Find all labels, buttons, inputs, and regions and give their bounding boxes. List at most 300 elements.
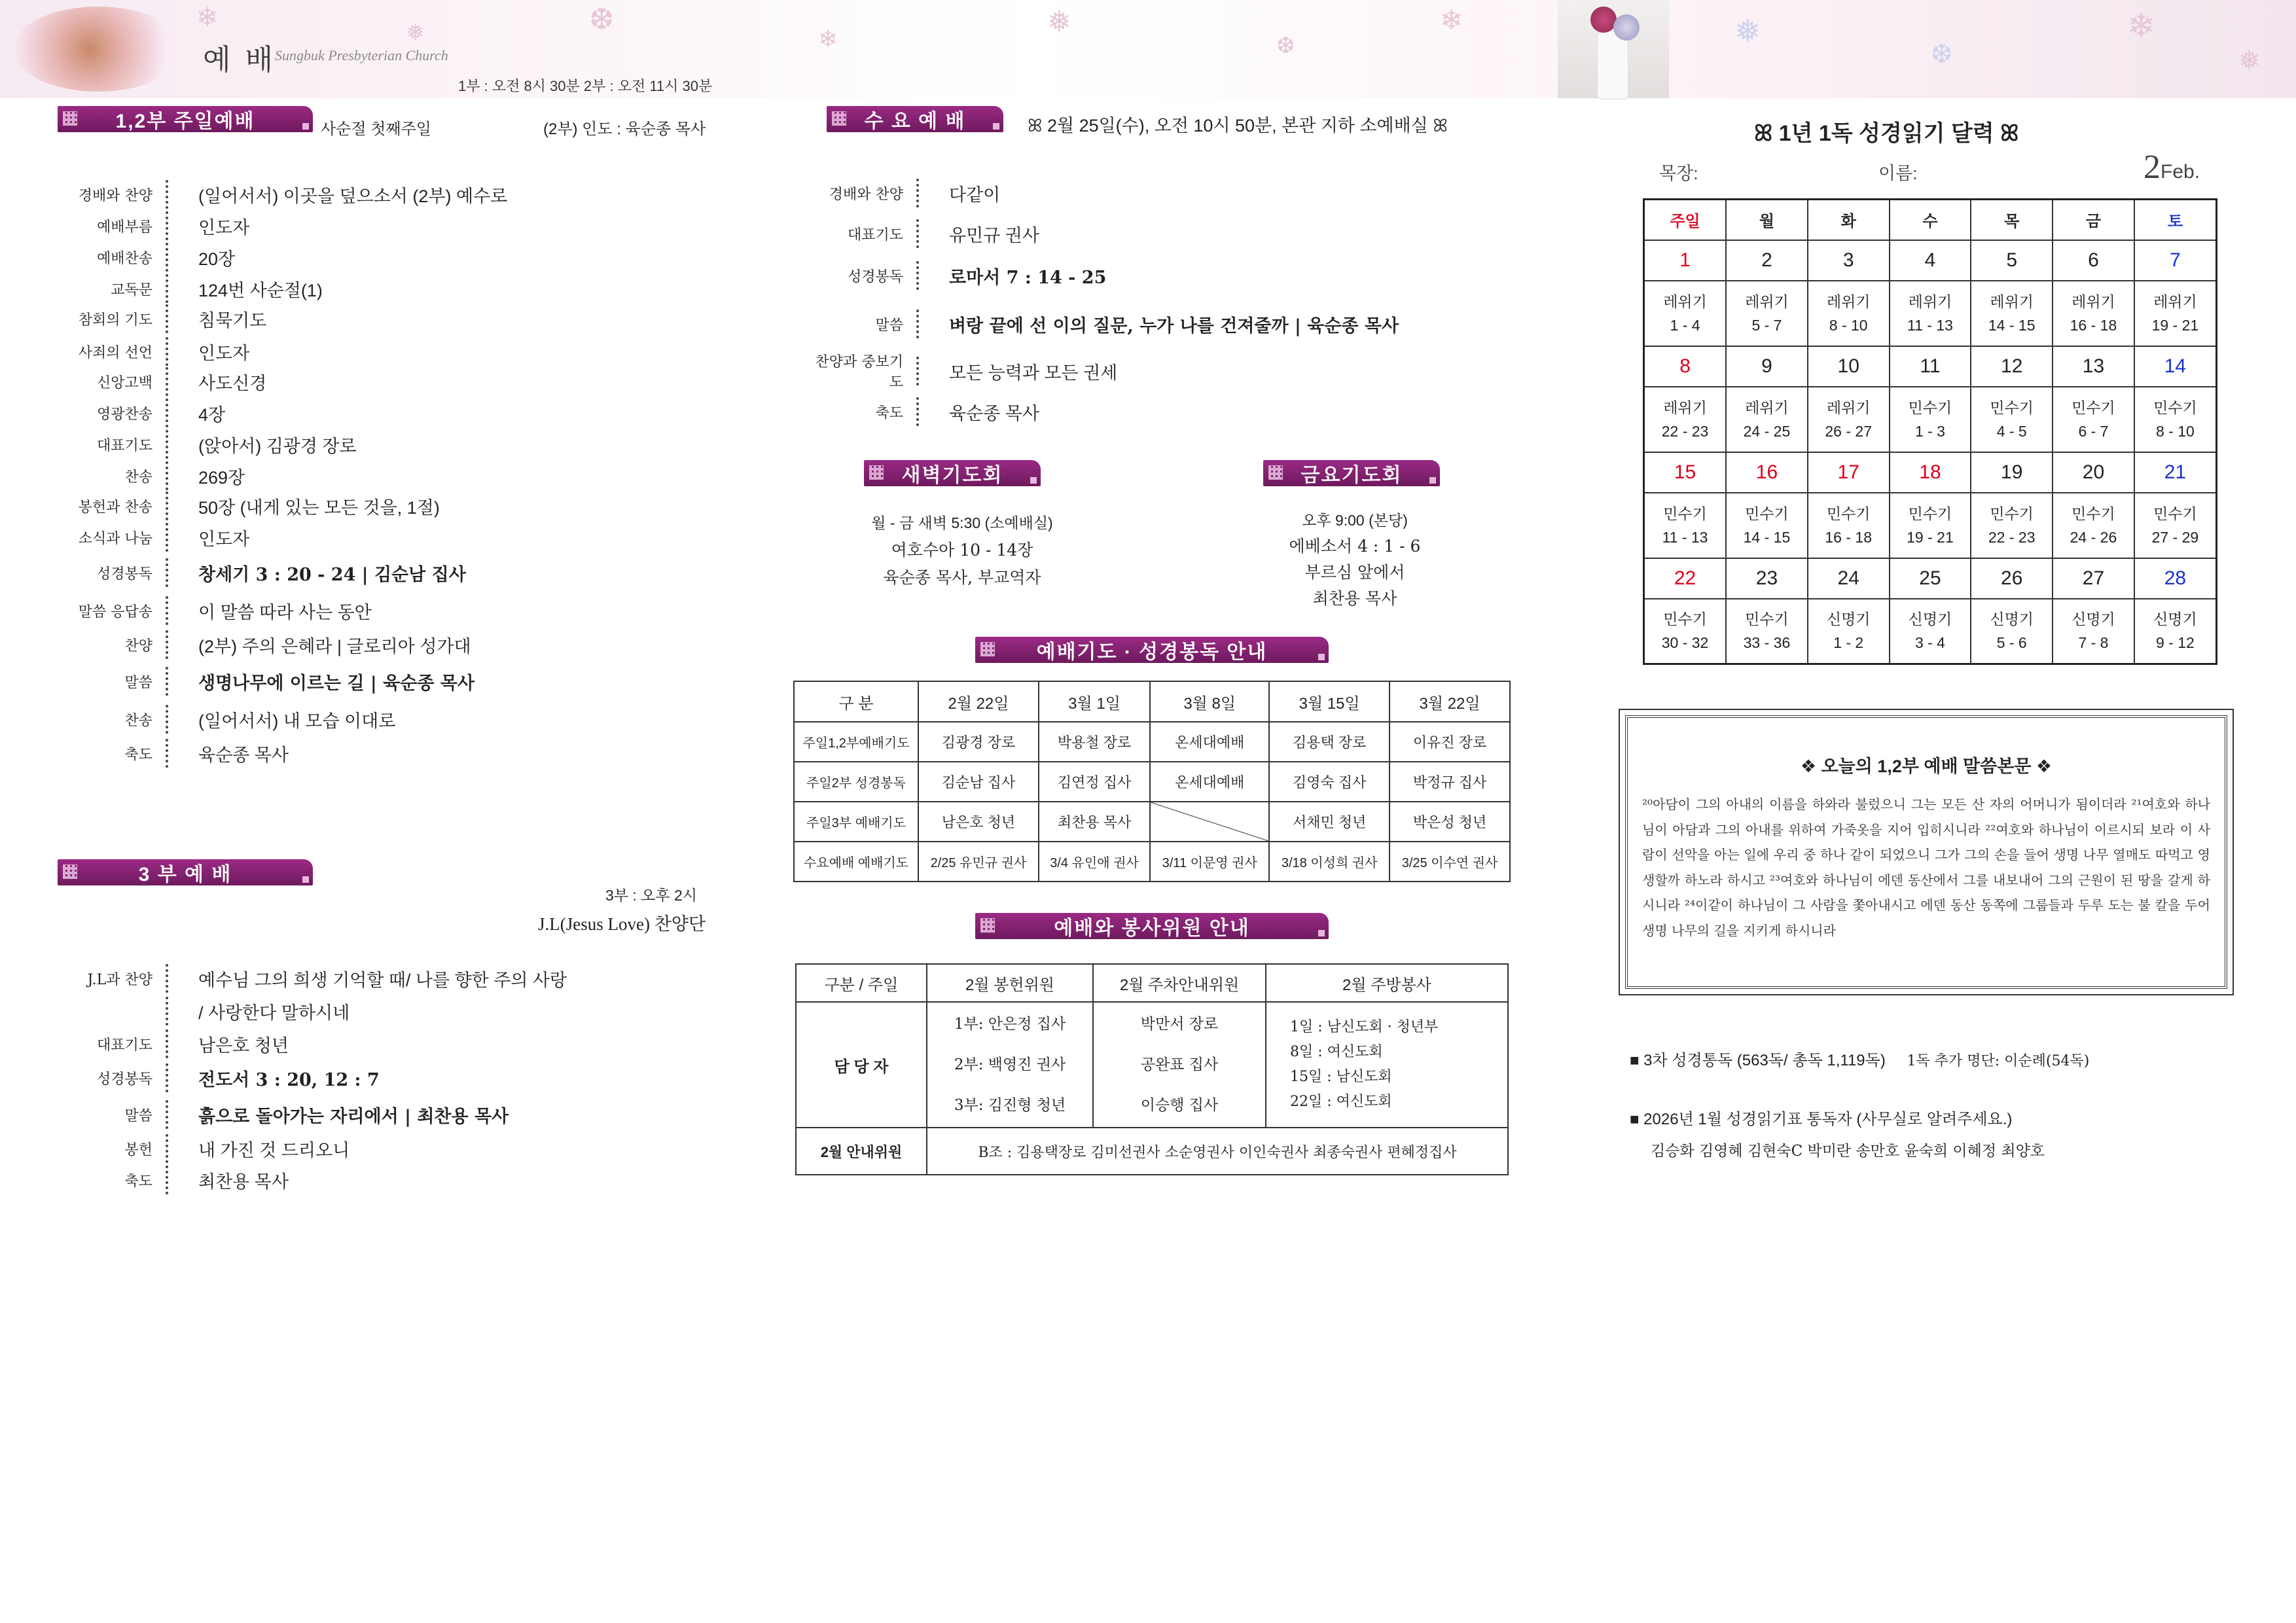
reading-book: 신명기: [2153, 611, 2197, 628]
reading-book: 신명기: [1908, 611, 1952, 628]
order-value: 남은호 청년: [198, 1035, 289, 1056]
weekday-header: 토: [2134, 200, 2217, 240]
pattern-icon: [63, 111, 77, 126]
reading-cell: [1808, 281, 1890, 346]
calendar-date: 20: [2053, 452, 2134, 493]
reading-chapters: 9 - 12: [2156, 634, 2195, 652]
order-value: 모든 능력과 모든 권세: [949, 363, 1118, 383]
reading-cell: [2053, 493, 2134, 558]
order-value: 내 가진 것 드리오니: [198, 1140, 350, 1160]
calendar-date: 26: [1971, 558, 2053, 599]
reading-cell: [1726, 281, 1808, 346]
order-value: 4장: [198, 404, 226, 425]
weekday-header: 수: [1890, 200, 1971, 240]
table-cell: 김용택 장로: [1269, 722, 1390, 762]
dotted-separator: [166, 243, 172, 272]
reading-book: 민수기: [2072, 399, 2115, 416]
section-header-prayer: [975, 637, 1329, 663]
dotted-separator: [916, 397, 923, 426]
order-value: 창세기 3 : 20 - 24 | 김순남 집사: [198, 564, 466, 585]
parking-member: 공완표 집사: [1140, 1056, 1219, 1073]
reading-cell: [1971, 599, 2053, 664]
reading-chapters: 19 - 21: [2151, 316, 2199, 334]
order-label: 찬양: [124, 637, 152, 654]
order-value: 이 말씀 따라 사는 동안: [198, 602, 372, 622]
order-value: 육순종 목사: [949, 403, 1039, 423]
reading-book: 민수기: [2153, 399, 2197, 416]
guide-members: B조 : 김용택장로 김미선권사 소순영권사 이인숙권사 최종숙권사 편혜정집사: [927, 1128, 1508, 1175]
order-label: 말씀: [124, 674, 152, 691]
reading-cell: [2053, 281, 2134, 346]
dotted-separator: [916, 179, 923, 207]
dotted-separator: [166, 399, 172, 427]
order-label: 소식과 나눔: [78, 530, 152, 547]
dawn-info: [818, 509, 1106, 592]
dotted-separator: [916, 219, 923, 248]
reading-chapters: 4 - 5: [1996, 422, 2027, 440]
calendar-date: 18: [1890, 452, 1971, 493]
square-icon: [1429, 477, 1436, 484]
reading-cell: [2134, 387, 2217, 452]
order-row: [58, 395, 225, 431]
calendar-date: 22: [1644, 558, 1727, 599]
offering-member: 1부: 안은정 집사: [954, 1016, 1066, 1033]
reading-chapters: 8 - 10: [1829, 316, 1868, 334]
reading-cell: [1971, 493, 2053, 558]
pattern-icon: [980, 918, 995, 933]
reading-book: 민수기: [2072, 505, 2115, 522]
order-label: 사죄의 선언: [78, 344, 152, 361]
calendar-date: 24: [1808, 558, 1890, 599]
dotted-separator: [166, 705, 172, 734]
reading-cell: [1808, 493, 1890, 558]
calendar-date: 8: [1644, 346, 1727, 387]
reading-chapters: 27 - 29: [2151, 528, 2199, 546]
table-header: 구 분: [794, 681, 918, 722]
order-row: [58, 520, 249, 555]
weekday-header: 월: [1726, 200, 1808, 240]
table-cell: 김광경 장로: [918, 722, 1039, 762]
reading-book: 레위기: [1745, 293, 1789, 310]
order-row: [58, 736, 289, 771]
table-header: 3월 15일: [1269, 681, 1390, 722]
calendar-date: 19: [1971, 452, 2053, 493]
order-row: [58, 1131, 350, 1166]
notice-1: [1630, 1047, 2089, 1070]
reading-chapters: 5 - 6: [1996, 634, 2027, 652]
friday-line: 오후 9:00 (본당): [1302, 512, 1408, 529]
parking-member: 박만서 장로: [1140, 1016, 1219, 1033]
reading-cell: [1890, 387, 1971, 452]
snowflake-icon: ❆: [1931, 39, 1953, 69]
order-label: 대표기도: [847, 226, 903, 243]
dotted-separator: [166, 667, 172, 696]
sunday3-choir: J.L(Jesus Love) 찬양단: [538, 914, 706, 934]
section-header-sunday3: [58, 859, 313, 885]
table-cell: 3/11 이문영 권사: [1150, 842, 1269, 882]
table-row: [794, 802, 1510, 842]
calendar-reading-row: [1644, 387, 2217, 452]
order-value: (앉아서) 김광경 장로: [198, 436, 357, 456]
reading-book: 민수기: [2153, 505, 2197, 522]
order-label: 성경봉독: [847, 268, 903, 285]
calendar-date: 4: [1890, 240, 1971, 281]
order-row: [58, 488, 440, 524]
table-cell: 박정규 집사: [1390, 762, 1510, 802]
order-value: 예수님 그의 희생 기억할 때/ 나를 향한 주의 사랑: [198, 970, 567, 990]
order-label: 축도: [124, 1173, 152, 1190]
district-label: 목장:: [1659, 164, 1698, 183]
dotted-separator: [166, 491, 172, 520]
reading-book: 레위기: [1745, 399, 1789, 416]
reading-cell: [2053, 387, 2134, 452]
dotted-separator: [166, 1134, 172, 1163]
ornament-left-icon: ꕤ: [1028, 116, 1047, 135]
table-row: [794, 842, 1510, 882]
dotted-separator: [166, 304, 172, 333]
order-label: 찬양과 중보기도: [815, 354, 903, 391]
reading-book: 신명기: [2072, 611, 2115, 628]
table-cell: 남은호 청년: [918, 802, 1039, 842]
order-value: 흙으로 돌아가는 자리에서 | 최찬용 목사: [198, 1106, 509, 1127]
snowflake-icon: ❄: [2127, 7, 2156, 46]
reading-book: 민수기: [1745, 611, 1789, 628]
notice-extra: 1독 추가 명단: 이순례(54독): [1907, 1053, 2090, 1069]
notice-title: 2026년 1월 성경읽기표 통독자 (사무실로 알려주세요.): [1643, 1111, 2013, 1128]
friday-info: [1217, 507, 1492, 612]
snowflake-icon: ❄: [818, 26, 838, 53]
reading-book: 레위기: [2072, 293, 2115, 310]
square-icon: [302, 876, 309, 883]
table-cell: 3/18 이성희 권사: [1269, 842, 1390, 882]
calendar-reading-row: [1644, 493, 2217, 558]
order-label: 대표기도: [96, 1037, 152, 1054]
calendar-date: 14: [2134, 346, 2217, 387]
calendar-date: 16: [1726, 452, 1808, 493]
reading-cell: [1808, 599, 1890, 664]
order-row: [805, 216, 1039, 251]
dotted-separator: [166, 739, 172, 768]
dotted-separator: [916, 261, 923, 290]
row-label: 담 당 자: [796, 1002, 927, 1128]
friday-line: 에베소서 4 : 1 - 6: [1289, 537, 1421, 556]
table-cell: 최찬용 목사: [1039, 802, 1150, 842]
section-title: 수 요 예 배: [864, 111, 966, 132]
order-label: J.L과 찬양: [87, 971, 152, 988]
calendar-date: 3: [1808, 240, 1890, 281]
reading-chapters: 22 - 23: [1988, 528, 2036, 546]
order-row: [58, 961, 567, 996]
calendar-date-row: [1644, 558, 2217, 599]
snowflake-icon: ❅: [406, 20, 425, 46]
order-row: [805, 353, 1117, 389]
calendar-date: 21: [2134, 452, 2217, 493]
order-value: (일어서서) 이곳을 덮으소서 (2부) 예수로: [198, 186, 508, 206]
pattern-icon: [832, 111, 846, 126]
calendar-title-line: [1754, 115, 2018, 147]
reader-names: 김승화 김영혜 김현숙C 박미란 송만호 윤숙희 이혜정 최양호: [1651, 1143, 2045, 1160]
reading-chapters: 19 - 21: [1907, 528, 1954, 546]
order-label: 예배찬송: [96, 250, 152, 267]
reading-chapters: 8 - 10: [2156, 422, 2195, 440]
reading-book: 레위기: [1826, 399, 1871, 416]
table-cell: 주일1,2부예배기도: [794, 722, 918, 762]
order-value: 20장: [198, 249, 236, 269]
order-label: 참회의 기도: [78, 312, 152, 329]
reading-chapters: 7 - 8: [2078, 634, 2109, 652]
reading-chapters: 24 - 26: [2070, 528, 2117, 546]
church-name: Sungbuk Presbyterian Church: [275, 47, 448, 63]
reading-book: 신명기: [1990, 611, 2034, 628]
kitchen-duty: 8일 : 여신도회: [1290, 1044, 1383, 1060]
calendar-date: 25: [1890, 558, 1971, 599]
table-cell: 주일3부 예배기도: [794, 802, 918, 842]
service-times: 1부 : 오전 8시 30분 2부 : 오전 11시 30분: [458, 78, 713, 94]
table-cell: 박은성 청년: [1390, 802, 1510, 842]
order-label: 예배부름: [96, 219, 152, 236]
table-cell: 온세대예배: [1150, 722, 1269, 762]
weekday-header: 목: [1971, 200, 2053, 240]
reading-cell: [2053, 599, 2134, 664]
reading-cell: [1726, 387, 1808, 452]
order-label: 영광찬송: [96, 406, 152, 423]
square-icon: [1318, 930, 1325, 936]
section-title: 1,2부 주일예배: [115, 111, 255, 132]
flower-illustration: [13, 7, 183, 92]
snowflake-icon: ❆: [1276, 33, 1295, 59]
dotted-separator: [166, 558, 172, 587]
prayer-table: [793, 681, 1511, 882]
reading-cell: [1726, 599, 1808, 664]
dotted-separator: [166, 523, 172, 552]
offering-cell: [927, 1002, 1093, 1128]
reading-chapters: 1 - 2: [1833, 634, 1864, 652]
order-value: 인도자: [198, 217, 250, 238]
order-row: [58, 364, 266, 399]
dotted-separator: [916, 357, 923, 385]
order-row: [58, 593, 372, 628]
order-label: 성경봉독: [96, 1071, 152, 1088]
order-row: [58, 1026, 289, 1061]
order-label: 성경봉독: [96, 565, 152, 582]
order-label: 경배와 찬양: [829, 186, 903, 203]
table-row: [796, 1128, 1508, 1175]
dotted-separator: [166, 337, 172, 366]
order-label: 축도: [124, 746, 152, 763]
vase-photo: [1558, 0, 1669, 98]
order-row: [58, 1060, 380, 1096]
dotted-separator: [166, 964, 172, 993]
reading-book: 민수기: [1908, 399, 1952, 416]
dotted-separator: [166, 997, 172, 1026]
section-header-sunday12: [58, 106, 313, 132]
snowflake-icon: ❆: [589, 1, 615, 37]
calendar-date-row: [1644, 240, 2217, 281]
table-row: [796, 1002, 1508, 1128]
reading-chapters: 5 - 7: [1751, 316, 1782, 334]
order-label: 봉헌과 찬송: [78, 499, 152, 516]
section-title: 새벽기도회: [901, 465, 1003, 486]
order-value: 육순종 목사: [198, 745, 289, 765]
order-value: 124번 사순절(1): [198, 280, 323, 300]
order-label: 찬송: [124, 712, 152, 729]
order-row: [58, 702, 395, 737]
dotted-separator: [166, 461, 172, 490]
calendar-weekday-row: [1644, 200, 2217, 240]
calendar-date: 9: [1726, 346, 1808, 387]
order-value: (일어서서) 내 모습 이대로: [198, 711, 396, 731]
reading-book: 민수기: [1745, 505, 1789, 522]
reading-cell: [1971, 281, 2053, 346]
dawn-line: 여호수아 10 - 14장: [891, 541, 1033, 560]
wednesday-info: [1028, 111, 1448, 137]
order-row: [58, 1162, 289, 1198]
table-header: 2월 주방봉사: [1266, 964, 1508, 1002]
table-header: 구분 / 주일: [796, 964, 927, 1002]
reading-chapters: 24 - 25: [1743, 422, 1791, 440]
order-value: 침묵기도: [198, 310, 267, 330]
table-header: 2월 주차안내위원: [1093, 964, 1266, 1002]
calendar-date-row: [1644, 452, 2217, 493]
weekday-header: 화: [1808, 200, 1890, 240]
section-title: 금요기도회: [1300, 465, 1403, 486]
order-row: [58, 208, 249, 243]
reading-cell: [1890, 599, 1971, 664]
calendar-date: 10: [1808, 346, 1890, 387]
reading-book: 민수기: [1826, 505, 1871, 522]
table-header: 2월 22일: [918, 681, 1039, 722]
calendar-date: 12: [1971, 346, 2053, 387]
reading-book: 레위기: [1908, 293, 1952, 310]
reading-book: 민수기: [1990, 505, 2034, 522]
order-row: [805, 306, 1399, 342]
notice-title: 3차 성경통독 (563독/ 총독 1,119독): [1643, 1052, 1886, 1069]
month-label: [2144, 148, 2200, 187]
reading-book: 레위기: [1826, 293, 1871, 310]
reading-chapters: 1 - 3: [1914, 422, 1945, 440]
order-value: 벼랑 끝에 선 이의 질문, 누가 나를 건져줄까 | 육순종 목사: [949, 315, 1399, 336]
square-icon: [302, 123, 309, 130]
order-row: [58, 993, 350, 1029]
kitchen-duty: 1일 : 남신도회 · 청년부: [1290, 1019, 1439, 1035]
pattern-icon: [980, 642, 995, 656]
calendar-reading-row: [1644, 281, 2217, 346]
reading-chapters: 11 - 13: [1662, 528, 1708, 546]
parking-cell: [1093, 1002, 1266, 1128]
reading-cell: [1644, 281, 1727, 346]
order-label: 신앙고백: [96, 374, 152, 391]
reading-book: 민수기: [1663, 611, 1707, 628]
calendar-date: 17: [1808, 452, 1890, 493]
rose-icon: [1613, 14, 1640, 41]
sunday3-time: 3부 : 오후 2시: [605, 887, 698, 904]
reading-book: 레위기: [1663, 399, 1707, 416]
parking-member: 이승행 집사: [1140, 1097, 1219, 1114]
order-label: 경배와 찬양: [78, 187, 152, 204]
calendar-date: 7: [2134, 240, 2217, 281]
table-cell: 김영숙 집사: [1269, 762, 1390, 802]
table-cell: 수요예배 예배기도: [794, 842, 918, 882]
reading-chapters: 30 - 32: [1661, 634, 1709, 652]
pattern-icon: [869, 465, 884, 480]
square-icon: [1318, 654, 1325, 660]
order-row: [805, 394, 1039, 429]
order-value: 최찬용 목사: [198, 1171, 289, 1192]
reading-cell: [2134, 281, 2217, 346]
reading-cell: [1644, 493, 1727, 558]
table-header: 2월 봉헌위원: [927, 964, 1093, 1002]
calendar-date: 15: [1644, 452, 1727, 493]
square-icon: [993, 123, 999, 130]
order-value: 50장 (내게 있는 모든 것을, 1절): [198, 497, 440, 518]
sunday-subtitle: 사순절 첫째주일: [321, 120, 431, 138]
empty-cell-diagonal: [1150, 802, 1269, 842]
pattern-icon: [1268, 465, 1283, 480]
square-icon: [1030, 477, 1037, 484]
snowflake-icon: ❄: [1440, 4, 1463, 36]
dotted-separator: [166, 1166, 172, 1194]
order-row: [58, 664, 475, 699]
table-header: 3월 1일: [1039, 681, 1150, 722]
section-title: 3 부 예 배: [138, 864, 232, 885]
scripture-title: ❖ 오늘의 1,2부 예배 말씀본문 ❖: [1800, 757, 2053, 776]
section-header-dawn: [864, 460, 1041, 486]
row-label: 2월 안내위원: [796, 1128, 927, 1175]
dotted-separator: [166, 1029, 172, 1058]
kitchen-duty: 22일 : 여신도회: [1290, 1094, 1392, 1110]
month-number: 2: [2144, 149, 2161, 186]
dotted-separator: [166, 596, 172, 625]
order-label: 말씀: [124, 1107, 152, 1124]
header-banner: [0, 0, 2296, 98]
page-title: 예 배: [203, 43, 276, 77]
square-bullet-icon: ■: [1630, 1111, 1644, 1128]
reading-chapters: 33 - 36: [1743, 634, 1791, 652]
reading-chapters: 14 - 15: [1743, 528, 1791, 546]
reading-chapters: 14 - 15: [1988, 316, 2036, 334]
ornament-right-icon: ꕤ: [1427, 116, 1448, 135]
calendar-date: 28: [2134, 558, 2217, 599]
dotted-separator: [166, 430, 172, 459]
month-english: Feb.: [2161, 161, 2200, 183]
reading-book: 민수기: [1990, 399, 2034, 416]
order-row: [58, 301, 266, 336]
dotted-separator: [916, 310, 923, 338]
reading-chapters: 22 - 23: [1661, 422, 1709, 440]
section-header-friday: [1263, 460, 1440, 486]
order-label: 대표기도: [96, 437, 152, 454]
table-header: 3월 8일: [1150, 681, 1269, 722]
calendar-date: 5: [1971, 240, 2053, 281]
order-row: [805, 175, 1000, 211]
dotted-separator: [166, 180, 172, 209]
square-bullet-icon: ■: [1630, 1052, 1644, 1069]
volunteer-table: [795, 963, 1509, 1175]
table-row: [794, 722, 1510, 762]
calendar-date: 6: [2053, 240, 2134, 281]
table-cell: 김순남 집사: [918, 762, 1039, 802]
ornament-right-icon: ꕤ: [1994, 121, 2019, 146]
order-row: [58, 427, 357, 462]
reading-cell: [1726, 493, 1808, 558]
dotted-separator: [166, 630, 172, 659]
sunday-leader: (2부) 인도 : 육순종 목사: [543, 120, 706, 138]
table-cell: 온세대예배: [1150, 762, 1269, 802]
order-row: [58, 177, 507, 212]
order-value: 로마서 7 : 14 - 25: [949, 267, 1107, 288]
order-value: 생명나무에 이르는 길 | 육순종 목사: [198, 673, 475, 694]
name-label: 이름:: [1878, 164, 1918, 183]
